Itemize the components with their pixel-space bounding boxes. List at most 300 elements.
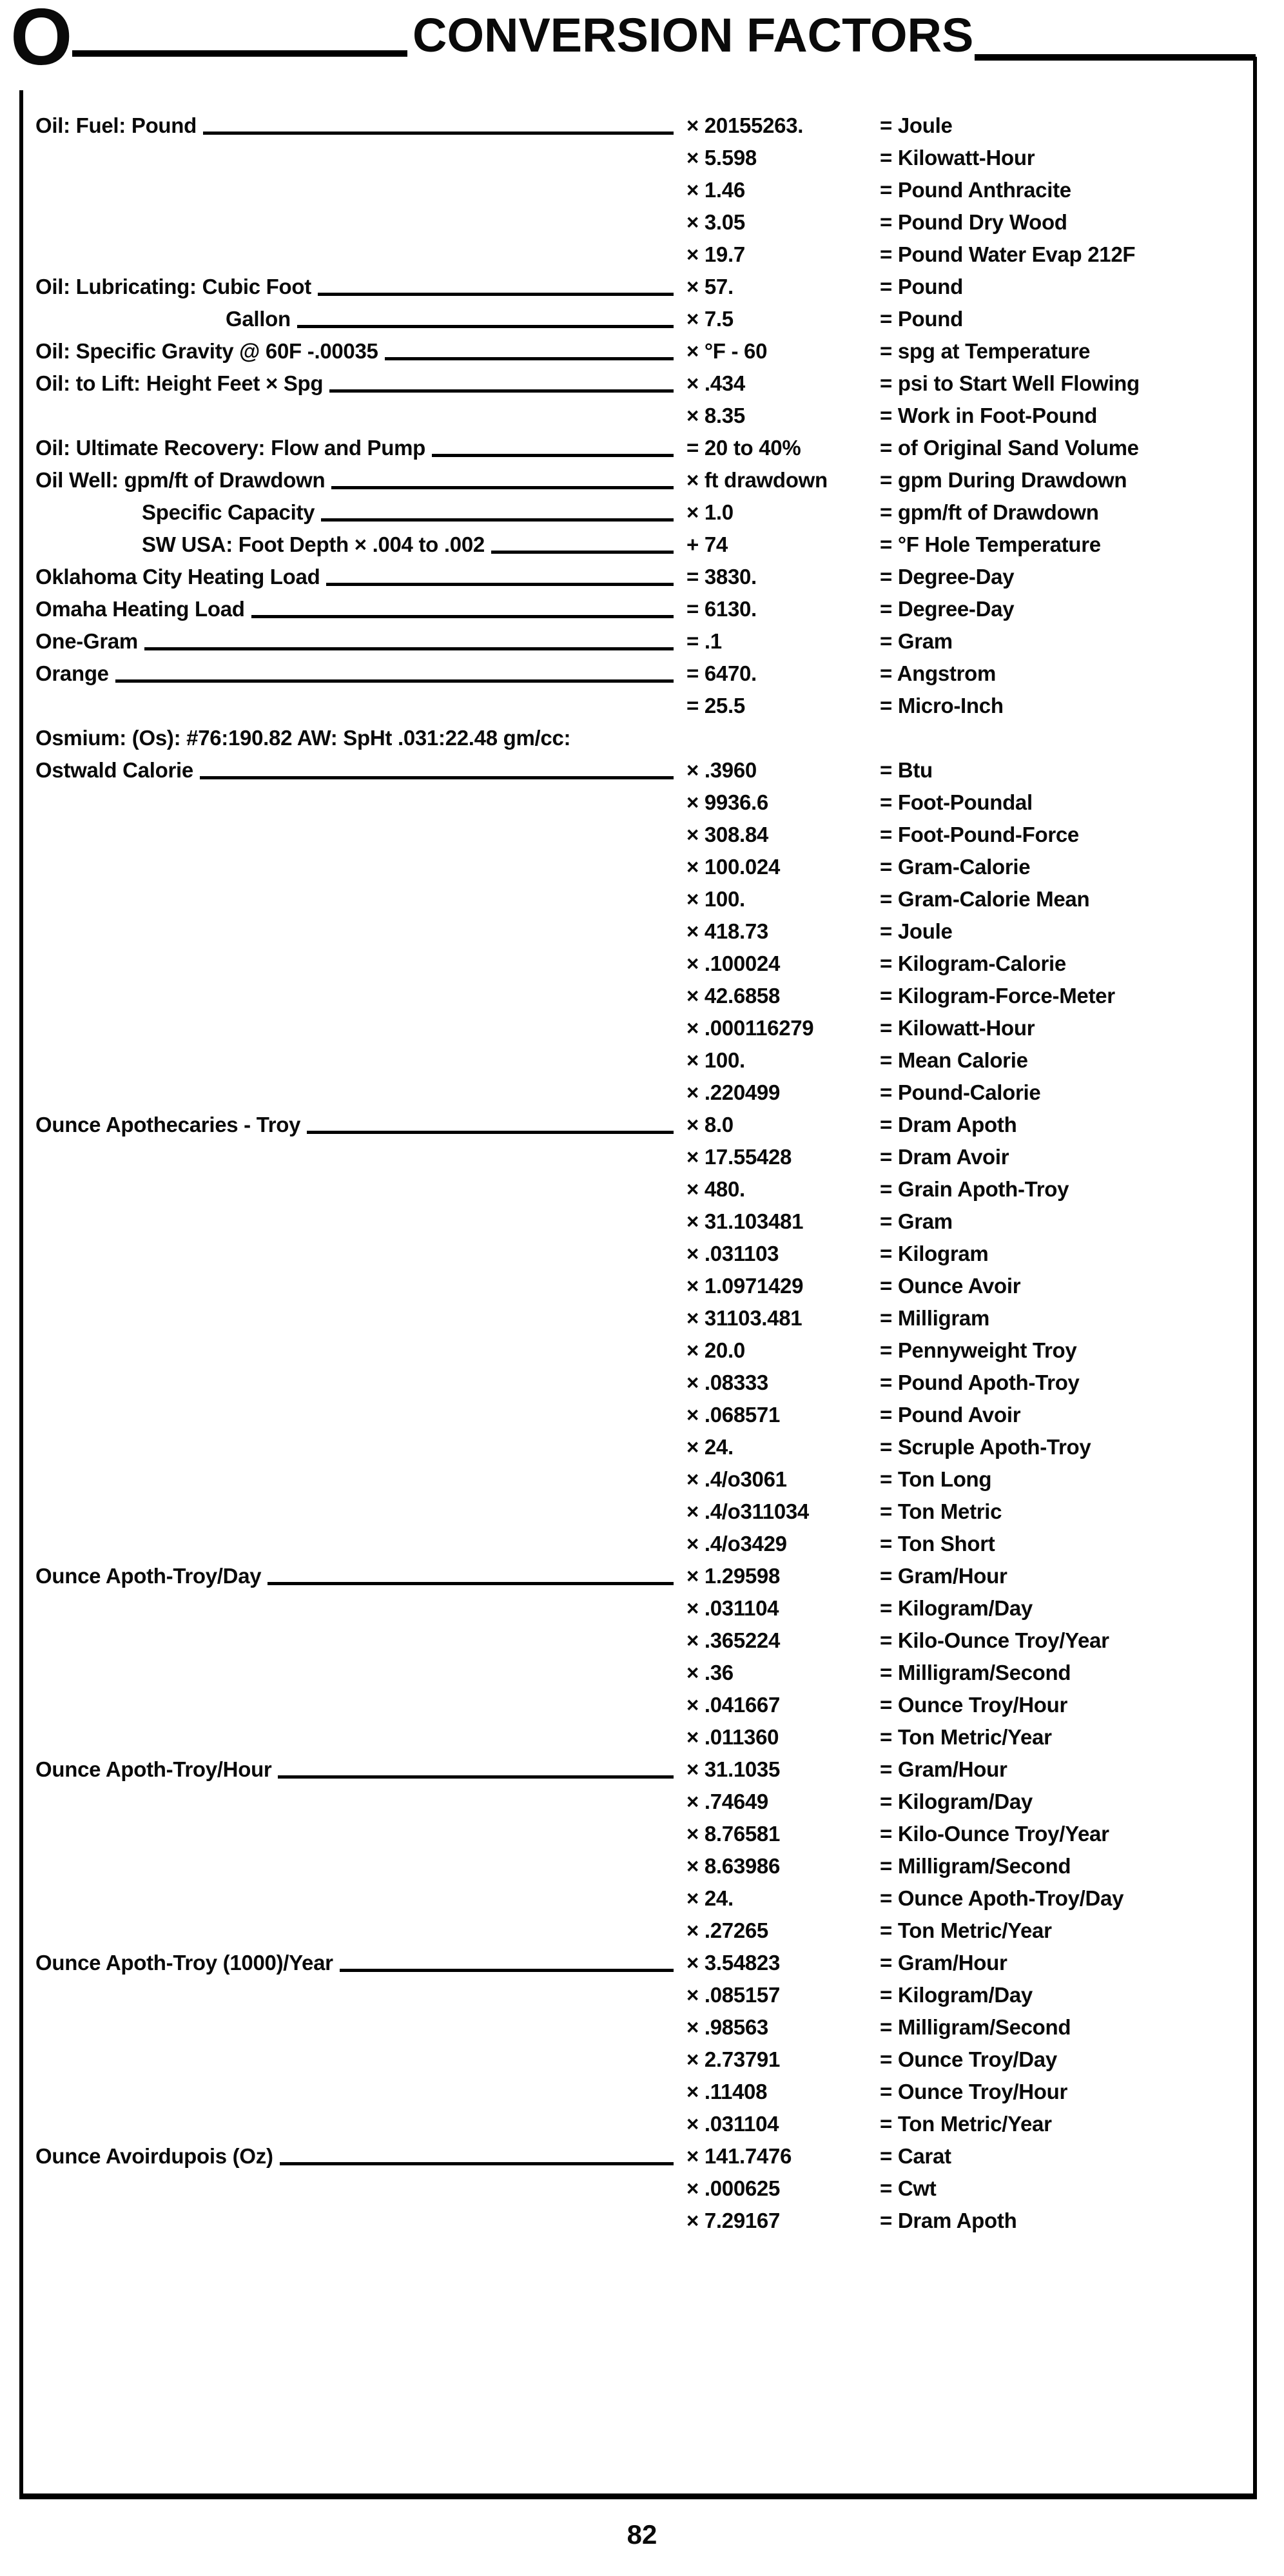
row-label: Specific Capacity [142,500,315,524]
table-row [35,496,1247,529]
row-left-zone [35,754,686,786]
result-cell: = Kilogram/Day [880,1596,1033,1620]
leader-line [432,454,674,457]
row-left-zone [35,1560,686,1592]
table-row [35,1238,1247,1270]
factor-cell: × .365224 [686,1628,781,1652]
result-cell: = Work in Foot-Pound [880,404,1098,427]
result-cell: = Pound Avoir [880,1403,1021,1427]
row-left-zone [35,1173,686,1205]
table-row [35,593,1247,625]
table-row [35,561,1247,593]
row-left-zone [35,1786,686,1818]
leader-line [326,583,674,586]
factor-cell: × 100. [686,1048,745,1072]
row-left-zone [35,1334,686,1367]
table-row [35,464,1247,496]
result-cell: = Kilogram/Day [880,1983,1033,2007]
result-cell: = Dram Apoth [880,2209,1017,2232]
result-cell: = Pound Dry Wood [880,210,1067,234]
factor-cell: × 141.7476 [686,2144,792,2168]
row-left-zone [35,658,686,690]
table-row [35,174,1247,206]
result-cell: = Ounce Avoir [880,1274,1021,1298]
result-cell: = of Original Sand Volume [880,436,1139,460]
result-cell: = psi to Start Well Flowing [880,371,1140,395]
factor-cell: × 5.598 [686,146,757,170]
row-left-zone [35,303,686,335]
table-row [35,1012,1247,1044]
result-cell: = Dram Avoir [880,1145,1009,1169]
row-left-zone [35,2140,686,2172]
leader-line [318,293,674,296]
result-cell: = Foot-Poundal [880,790,1033,814]
table-row [35,948,1247,980]
row-label: SW USA: Foot Depth × .004 to .002 [142,532,485,556]
factor-cell: × .000625 [686,2176,781,2200]
row-left-zone [35,2205,686,2237]
factor-cell: × .100024 [686,951,781,975]
table-row [35,1367,1247,1399]
row-left-zone [35,1947,686,1979]
table-row [35,1302,1247,1334]
result-cell: = °F Hole Temperature [880,532,1101,556]
factor-cell: × 24. [686,1886,734,1910]
table-row [35,1592,1247,1625]
factor-cell: × .98563 [686,2015,768,2039]
factor-cell: × .220499 [686,1080,781,1104]
factor-cell: × 57. [686,275,734,298]
table-row [35,1689,1247,1721]
result-cell: = Ounce Troy/Day [880,2047,1057,2071]
factor-cell: × .011360 [686,1725,779,1749]
factor-cell: × .4/o3061 [686,1467,787,1491]
table-row [35,400,1247,432]
row-left-zone [35,110,686,142]
result-cell: = Gram/Hour [880,1951,1007,1975]
factor-cell: × .085157 [686,1983,781,2007]
table-row [35,432,1247,464]
factor-cell: × 42.6858 [686,984,781,1008]
factor-cell: × 17.55428 [686,1145,792,1169]
table-row [35,625,1247,658]
row-left-zone [35,206,686,239]
factor-cell: × 418.73 [686,919,768,943]
title-rule-right [975,54,1256,61]
factor-cell: × .4/o3429 [686,1532,787,1556]
row-left-zone [35,1818,686,1850]
table-row [35,110,1247,142]
result-cell: = Kilogram/Day [880,1790,1033,1813]
factor-cell: × .08333 [686,1371,768,1394]
result-cell: = gpm/ft of Drawdown [880,500,1099,524]
row-left-zone [35,2011,686,2044]
table-row [35,851,1247,883]
row-left-zone [35,1205,686,1238]
result-cell: = Pound-Calorie [880,1080,1041,1104]
factor-cell: × 7.29167 [686,2209,781,2232]
result-cell: = Gram [880,629,953,653]
factor-cell: × 19.7 [686,242,745,266]
row-left-zone [35,2076,686,2108]
result-cell: = Pound Water Evap 212F [880,242,1136,266]
row-label: Omaha Heating Load [35,597,245,621]
factor-cell: × 31.103481 [686,1209,804,1233]
factor-cell: = 25.5 [686,694,745,717]
row-left-zone [35,625,686,658]
result-cell: = Pound [880,275,963,298]
factor-cell: × 8.63986 [686,1854,781,1878]
result-cell: = Ton Metric/Year [880,1918,1052,1942]
row-left-zone [35,1238,686,1270]
factor-cell: × 8.35 [686,404,745,427]
result-cell: = Mean Calorie [880,1048,1028,1072]
row-label: Oil Well: gpm/ft of Drawdown [35,468,326,492]
row-left-zone [35,1850,686,1882]
row-left-zone [35,1979,686,2011]
row-left-zone [35,851,686,883]
leader-line [331,486,674,489]
result-cell: = Kilogram [880,1242,989,1265]
result-cell: = Foot-Pound-Force [880,823,1079,846]
factor-cell: × 8.0 [686,1113,734,1137]
table-row [35,2011,1247,2044]
leader-line [385,357,674,360]
factor-cell: × .11408 [686,2080,768,2103]
table-row [35,529,1247,561]
result-cell: = Ton Metric/Year [880,2112,1052,2136]
factor-cell: × 24. [686,1435,734,1459]
row-label: Oil: Fuel: Pound [35,113,197,137]
factor-cell: × .068571 [686,1403,781,1427]
box-border-left [19,90,23,2499]
result-cell: = Gram [880,1209,953,1233]
result-cell: = Joule [880,113,953,137]
row-left-zone [35,1367,686,1399]
factor-cell: × .74649 [686,1790,768,1813]
result-cell: = Carat [880,2144,951,2168]
row-left-zone [35,1141,686,1173]
factor-cell: × °F - 60 [686,339,768,363]
leader-line [307,1131,674,1134]
row-left-zone [35,1753,686,1786]
result-cell: = Micro-Inch [880,694,1004,717]
factor-cell: × 31.1035 [686,1757,781,1781]
factor-cell: × 100.024 [686,855,781,879]
row-left-zone [35,142,686,174]
row-label: Ounce Apoth-Troy/Day [35,1564,262,1588]
result-cell: = Pound Apoth-Troy [880,1371,1080,1394]
factor-cell: × 31103.481 [686,1306,802,1330]
result-cell: = Kilo-Ounce Troy/Year [880,1628,1109,1652]
result-cell: = spg at Temperature [880,339,1091,363]
table-row [35,1141,1247,1173]
row-label: Oil: Lubricating: Cubic Foot [35,275,311,298]
table-row [35,1399,1247,1431]
result-cell: = Kilogram-Calorie [880,951,1066,975]
row-left-zone [35,432,686,464]
factor-cell: = 6470. [686,661,757,685]
page-title: CONVERSION FACTORS [413,8,974,62]
row-left-zone [35,1399,686,1431]
leader-line [491,551,674,554]
factor-cell: = 3830. [686,565,757,589]
result-cell: = Milligram/Second [880,2015,1071,2039]
factor-cell: × 100. [686,887,745,911]
result-cell: = Scruple Apoth-Troy [880,1435,1091,1459]
row-left-zone [35,819,686,851]
leader-line [251,615,674,618]
table-row [35,754,1247,786]
table-row [35,1560,1247,1592]
result-cell: = Pennyweight Troy [880,1338,1077,1362]
section-letter: O [10,0,72,82]
row-label: Ounce Avoirdupois (Oz) [35,2144,273,2168]
table-row [35,819,1247,851]
box-border-bottom [19,2493,1257,2499]
result-cell: = gpm During Drawdown [880,468,1127,492]
factor-cell: × 20.0 [686,1338,745,1362]
leader-line [321,518,674,522]
factor-cell: × .041667 [686,1693,781,1717]
table-row [35,1496,1247,1528]
result-cell: = Ounce Apoth-Troy/Day [880,1886,1124,1910]
table-row [35,1109,1247,1141]
result-cell: = Kilowatt-Hour [880,146,1035,170]
table-row [35,2044,1247,2076]
row-left-zone [35,915,686,948]
result-cell: = Gram-Calorie [880,855,1031,879]
row-left-zone [35,561,686,593]
conversion-table [35,110,1247,2237]
factor-cell: × .4/o311034 [686,1499,809,1523]
row-full-label: Osmium: (Os): #76:190.82 AW: SpHt .031:22.48 gm/cc: [35,726,571,750]
result-cell: = Kilowatt-Hour [880,1016,1035,1040]
result-cell: = Milligram/Second [880,1661,1071,1684]
factor-cell: × ft drawdown [686,468,828,492]
leader-line [280,2162,674,2165]
result-cell: = Gram/Hour [880,1757,1007,1781]
result-cell: = Ton Short [880,1532,995,1556]
table-row [35,915,1247,948]
result-cell: = Ton Long [880,1467,992,1491]
table-row [35,1205,1247,1238]
row-label: One-Gram [35,629,138,653]
table-row [35,1044,1247,1077]
table-row [35,1850,1247,1882]
leader-line [340,1969,674,1972]
row-left-zone [35,883,686,915]
factor-cell: = 6130. [686,597,757,621]
row-left-zone [35,980,686,1012]
row-left-zone [35,239,686,271]
row-label: Oil: Ultimate Recovery: Flow and Pump [35,436,426,460]
row-left-zone [35,400,686,432]
table-row [35,2140,1247,2172]
table-row [35,1882,1247,1915]
table-row [35,786,1247,819]
row-left-zone [35,1592,686,1625]
factor-cell: × 20155263. [686,113,804,137]
factor-cell: × 1.29598 [686,1564,781,1588]
factor-cell: = 20 to 40% [686,436,801,460]
table-row [35,1786,1247,1818]
table-row [35,239,1247,271]
factor-cell: × .27265 [686,1918,768,1942]
row-left-zone [35,1657,686,1689]
result-cell: = Ounce Troy/Hour [880,1693,1068,1717]
result-cell: = Grain Apoth-Troy [880,1177,1069,1201]
row-label: Ounce Apoth-Troy (1000)/Year [35,1951,333,1975]
table-row [35,980,1247,1012]
result-cell: = Milligram/Second [880,1854,1071,1878]
row-left-zone [35,335,686,367]
factor-cell: × .031104 [686,1596,779,1620]
row-left-zone [35,2044,686,2076]
row-left-zone [35,1882,686,1915]
row-label: Oil: Specific Gravity @ 60F -.00035 [35,339,378,363]
table-row [35,335,1247,367]
row-left-zone [35,1270,686,1302]
factor-cell: × 7.5 [686,307,734,331]
table-row [35,1334,1247,1367]
row-left-zone [35,1721,686,1753]
table-row [35,367,1247,400]
title-rule-left [72,50,407,57]
table-row [35,1528,1247,1560]
table-row [35,271,1247,303]
leader-line [268,1582,674,1585]
factor-cell: × 3.54823 [686,1951,781,1975]
table-row [35,1431,1247,1463]
row-left-zone [35,690,686,722]
row-left-zone [35,367,686,400]
table-row [35,1657,1247,1689]
row-label: Gallon [226,307,291,331]
table-row [35,1947,1247,1979]
result-cell: = Btu [880,758,933,782]
factor-cell: × .3960 [686,758,757,782]
result-cell: = Ounce Troy/Hour [880,2080,1068,2103]
result-cell: = Ton Metric [880,1499,1002,1523]
leader-line [203,132,674,135]
factor-cell: × 9936.6 [686,790,768,814]
table-row [35,1077,1247,1109]
factor-cell: × .36 [686,1661,734,1684]
factor-cell: × 1.46 [686,178,745,202]
row-left-zone [35,948,686,980]
result-cell: = Joule [880,919,953,943]
table-row [35,1721,1247,1753]
factor-cell: × 1.0971429 [686,1274,804,1298]
row-label: Oklahoma City Heating Load [35,565,320,589]
row-left-zone [35,1302,686,1334]
row-left-zone [35,1012,686,1044]
leader-line [297,325,674,328]
factor-cell: × 8.76581 [686,1822,781,1846]
factor-cell: × 2.73791 [686,2047,781,2071]
row-left-zone [35,1463,686,1496]
row-label: Orange [35,661,109,685]
page-number: 82 [627,2519,657,2550]
row-left-zone [35,2108,686,2140]
table-row [35,1915,1247,1947]
table-row [35,658,1247,690]
row-left-zone [35,1528,686,1560]
result-cell: = Angstrom [880,661,997,685]
factor-cell: × .031103 [686,1242,779,1265]
factor-cell: × .434 [686,371,745,395]
leader-line [144,647,674,650]
table-row [35,690,1247,722]
row-left-zone [35,174,686,206]
row-left-zone [35,1431,686,1463]
row-left-zone [35,1077,686,1109]
factor-cell: × 308.84 [686,823,768,846]
table-row [35,142,1247,174]
row-left-zone [35,529,686,561]
result-cell: = Kilo-Ounce Troy/Year [880,1822,1109,1846]
row-left-zone [35,1689,686,1721]
factor-cell: × 1.0 [686,500,734,524]
row-label: Ounce Apothecaries - Troy [35,1113,301,1137]
result-cell: = Degree-Day [880,597,1015,621]
table-row [35,1753,1247,1786]
table-row [35,1270,1247,1302]
table-row [35,1625,1247,1657]
factor-cell: × .031104 [686,2112,779,2136]
table-row [35,2076,1247,2108]
result-cell: = Gram-Calorie Mean [880,887,1090,911]
row-left-zone [35,593,686,625]
row-left-zone [35,1109,686,1141]
row-left-zone [35,786,686,819]
result-cell: = Cwt [880,2176,937,2200]
row-label: Oil: to Lift: Height Feet × Spg [35,371,324,395]
table-row [35,2108,1247,2140]
result-cell: = Pound [880,307,963,331]
table-row [35,303,1247,335]
leader-line [115,679,674,683]
row-left-zone [35,1625,686,1657]
row-left-zone [35,496,686,529]
table-row [35,1463,1247,1496]
result-cell: = Milligram [880,1306,989,1330]
factor-cell: × .000116279 [686,1016,814,1040]
row-label: Ostwald Calorie [35,758,193,782]
leader-line [278,1775,674,1779]
result-cell: = Ton Metric/Year [880,1725,1052,1749]
row-label: Ounce Apoth-Troy/Hour [35,1757,272,1781]
row-left-zone [35,1915,686,1947]
row-left-zone [35,271,686,303]
row-left-zone [35,1496,686,1528]
factor-cell: × 480. [686,1177,745,1201]
factor-cell: + 74 [686,532,728,556]
table-row [35,883,1247,915]
result-cell: = Gram/Hour [880,1564,1007,1588]
factor-cell: × 3.05 [686,210,745,234]
factor-cell: = .1 [686,629,722,653]
row-left-zone [35,2172,686,2205]
table-row [35,722,1247,754]
table-row [35,1818,1247,1850]
table-row [35,2205,1247,2237]
result-cell: = Degree-Day [880,565,1015,589]
table-row [35,2172,1247,2205]
result-cell: = Kilogram-Force-Meter [880,984,1115,1008]
box-border-right [1253,57,1257,2499]
